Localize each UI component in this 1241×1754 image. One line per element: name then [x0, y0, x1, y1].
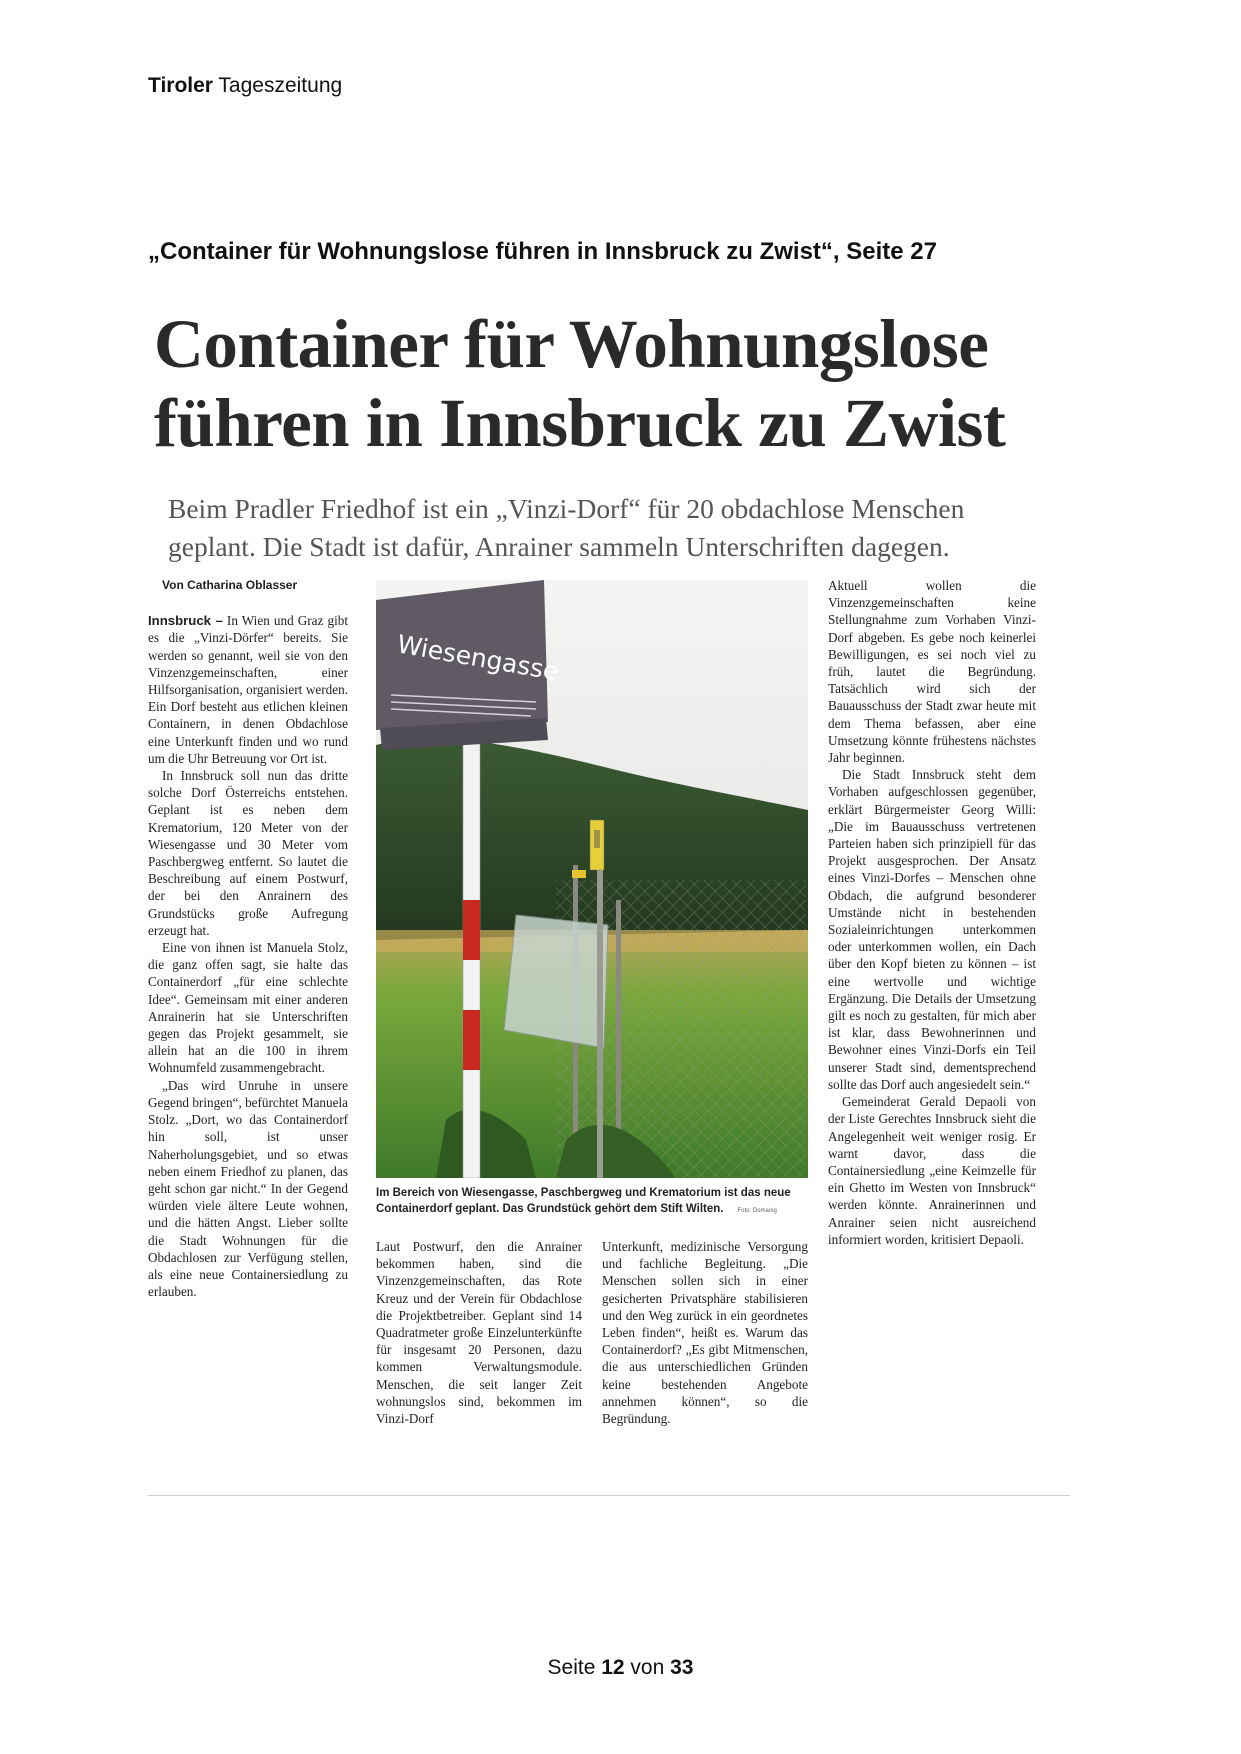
current-page: 12: [601, 1656, 625, 1679]
article-column-3: [602, 1238, 808, 1427]
paragraph: Aktuell wollen die Vinzenzgemeinschaften keine Stellungnahme zum Vorhaben Vinzi-Dorf abgeben. Es gebe noch keinerlei Bewilligungen, es sei noch viel zu früh, lautet die Begründung. Tatsächlich wird sich der Bauausschuss der Stadt zwar heute mit dem Thema befassen, aber eine Umsetzung könnte frühestens nächstes Jahr beginnen.: [828, 578, 1036, 766]
headline: [154, 305, 1070, 463]
headline-line-1: Container für Wohnungslose: [154, 306, 989, 382]
photo-caption: [376, 1185, 808, 1219]
article-column-1: [148, 577, 348, 1300]
paragraph: Eine von ihnen ist Manuela Stolz, die ganz offen sagt, sie halte das Containerdorf „für eine schlechte Idee“. Gemeinsam mit einer anderen Anrainerin hat sie Unterschriften gegen das Projekt gesammelt, sie allein hat an die 100 in ihrem Wohnumfeld zusammengebracht.: [148, 940, 348, 1076]
article-photo: [376, 580, 808, 1178]
caption-text: Im Bereich von Wiesengasse, Paschbergweg und Krematorium ist das neue Containerdorf geplant. Das Grundstück gehört dem Stift Wilten.: [376, 1187, 791, 1215]
page-prefix: Seite: [547, 1656, 602, 1679]
article-column-4: [828, 577, 1036, 1248]
paragraph: Gemeinderat Gerald Depaoli von der Liste Gerechtes Innsbruck sieht die Angelegenheit weit weniger rosig. Er warnt davor, dass die Containersiedlung „eine Keimzelle für ein Ghetto im Westen von Innsbruck“ werden könnte. Anrainerinnen und Anrainer seien nicht ausreichend informiert worden, kritisiert Depaoli.: [828, 1094, 1036, 1247]
photo-credit: Foto: Domanig: [737, 1208, 777, 1214]
byline: Von Catharina Oblasser: [162, 578, 298, 592]
publication-name: [148, 74, 342, 98]
subheadline: [168, 490, 1068, 566]
publication-name-bold: Tiroler: [148, 74, 213, 97]
article-reference: „Container für Wohnungslose führen in Innsbruck zu Zwist“, Seite 27: [148, 238, 937, 265]
newspaper-clipping: [148, 305, 1070, 1500]
clipping-bottom-rule: [148, 1495, 1070, 1496]
subheadline-line-1: Beim Pradler Friedhof ist ein „Vinzi-Dorf“ für 20 obdachlose Menschen: [168, 493, 965, 524]
paragraph: „Das wird Unruhe in unsere Gegend bringen“, befürchtet Manuela Stolz. „Dort, wo das Containerdorf hin soll, ist unser Naherholungsgebiet, und so etwas neben einem Friedhof zu planen, das geht schon gar nicht.“ In der Gegend würden viele ältere Leute wohnen, und die hätten Angst. Lieber sollte die Stadt Wohnungen für die Obdachlosen zur Verfügung stellen, als eine neue Containersiedlung zu erlauben.: [148, 1077, 348, 1300]
paragraph: In Innsbruck soll nun das dritte solche Dorf Österreichs entstehen. Geplant ist es neben dem Krematorium, 120 Meter von der Wiesengasse und 30 Meter vom Paschbergweg entfernt. So lautet die Beschreibung auf einem Postwurf, der bei den Anrainern des Grundstücks große Aufregung erzeugt hat.: [148, 768, 348, 938]
page-number: [0, 1656, 1241, 1680]
article-column-2: [376, 1238, 582, 1427]
street-sign-photo: [376, 580, 808, 1178]
subheadline-line-2: geplant. Die Stadt ist dafür, Anrainer sammeln Unterschriften dagegen.: [168, 531, 950, 562]
paragraph: Unterkunft, medizinische Versorgung und fachliche Begleitung. „Die Menschen sollen sich in einer gesicherten Privatsphäre stabilisieren und den Weg zurück in ein geordnetes Leben finden“, heißt es. Warum das Containerdorf? „Es gibt Mitmenschen, die aus unterschiedlichen Gründen keine bestehenden Angebote annehmen können“, so die Begründung.: [602, 1239, 808, 1427]
page-separator: von: [624, 1656, 671, 1679]
dateline: Innsbruck –: [148, 613, 223, 629]
paragraph: Die Stadt Innsbruck steht dem Vorhaben aufgeschlossen gegenüber, erklärt Bürgermeister Georg Willi: „Die im Bauausschuss vertretenen Parteien haben sich prinzipiell für das Projekt ausgesprochen. Der Ansatz eines Vinzi-Dorfes – Menschen ohne Obdach, die aufgrund besonderer Umstände nicht in bestehenden Sozialeinrichtungen unterkommen oder unterkommen wollen, ein Dach über den Kopf bieten zu können – ist eine wertvolle und wichtige Ergänzung. Die Details der Umsetzung gilt es noch zu gestalten, für mich aber ist klar, dass Bewohnerinnen und Bewohner eines Vinzi-Dorfs ein Teil unserer Stadt sind, dementsprechend sollte das Dorf auch angesiedelt sein.“: [828, 767, 1036, 1092]
paragraph: [148, 612, 348, 767]
paragraph: Laut Postwurf, den die Anrainer bekommen haben, sind die Vinzenzgemeinschaften, das Rote Kreuz und der Verein für Obdachlose die Projektbetreiber. Geplant sind 14 Quadratmeter große Einzelunterkünfte für insgesamt 20 Personen, dazu kommen Verwaltungsmodule. Menschen, die seit langer Zeit wohnungslos sind, bekommen im Vinzi-Dorf: [376, 1239, 582, 1427]
sign-text: Wiesengasse: [394, 629, 561, 687]
paragraph-text: In Wien und Graz gibt es die „Vinzi-Dörfer“ bereits. Sie werden so genannt, weil sie von den Vinzenzgemeinschaften, einer Hilfsorganisation, organisiert werden. Ein Dorf besteht aus etlichen kleinen Containern, in denen Obdachlose eine Unterkunft finden und wo rund um die Uhr Betreuung vor Ort ist.: [148, 613, 348, 766]
total-pages: 33: [670, 1656, 694, 1679]
headline-line-2: führen in Innsbruck zu Zwist: [154, 385, 1006, 461]
publication-name-rest: Tageszeitung: [212, 74, 343, 97]
